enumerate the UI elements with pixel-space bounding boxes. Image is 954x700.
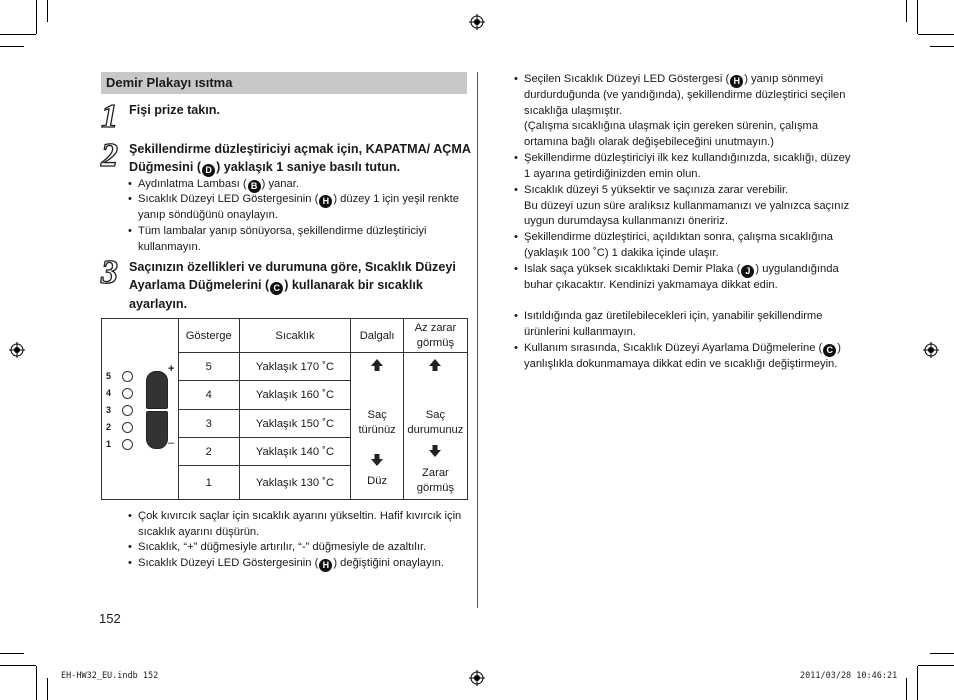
header-az-zarar: Az zarar görmüş xyxy=(403,319,467,353)
bottom-left-cell xyxy=(351,466,403,500)
list-item xyxy=(514,262,854,294)
bullet-text: Sıcaklık, “+” düğmesiyle artırılır, “-” düğmesiyle de azaltılır. xyxy=(138,541,427,553)
crop-mark xyxy=(0,653,24,654)
registration-mark xyxy=(469,14,485,30)
level-label: 3 xyxy=(106,405,112,415)
registration-mark xyxy=(9,342,25,358)
level-cell: 1 xyxy=(179,466,240,500)
footer-timestamp: 2011/03/28 10:46:21 xyxy=(800,671,898,681)
level-label: 4 xyxy=(106,388,112,398)
bullet-text: Kullanım sırasında, Sıcaklık Düzeyi Ayarlama Düğmelerine ( xyxy=(524,342,823,354)
arrow-up-cell xyxy=(403,353,467,381)
list-item xyxy=(514,230,854,261)
list-item xyxy=(128,224,473,255)
bullet-text-end: ) uygulandığında buhar çıkacaktır. Kendinizi yakmamaya dikkat edin. xyxy=(524,263,839,291)
bullet-text: Islak saça yüksek sıcaklıktaki Demir Plaka ( xyxy=(524,263,741,275)
list-item xyxy=(514,72,854,150)
crop-mark xyxy=(906,678,907,700)
step-2-text: Şekillendirme düzleştiriciyi açmak için, KAPATMA/ AÇMA Düğmesini ( xyxy=(129,142,471,174)
badge-icon: C xyxy=(270,282,283,295)
level-cell: 3 xyxy=(179,410,240,438)
level-label: 2 xyxy=(106,422,112,432)
temperature-up-button xyxy=(146,371,168,409)
bullet-text-end: ) düzey 1 için yeşil renkte yanıp söndüğünü onaylayın. xyxy=(138,193,459,221)
bullet-text-end: ) yanar. xyxy=(261,178,299,190)
badge-icon: H xyxy=(319,559,332,572)
crop-mark xyxy=(930,653,954,654)
crop-mark xyxy=(0,46,24,47)
temperature-down-button xyxy=(146,411,168,449)
plus-sign: + xyxy=(168,363,175,375)
list-item xyxy=(514,183,854,230)
level-cell: 5 xyxy=(179,353,240,381)
level-label: 1 xyxy=(106,439,112,449)
bullet-text: Şekillendirme düzleştiriciyi ilk kez kullandığınızda, sıcaklığı, düzey 1 ayarına getirdiğinizden emin olun. xyxy=(524,152,851,180)
bullet-text: Sıcaklık Düzeyi LED Göstergesinin ( xyxy=(138,557,319,569)
step-text xyxy=(129,101,469,119)
bullet-text: Çok kıvırcık saçlar için sıcaklık ayarını yükseltin. Hafif kıvırcık için sıcaklık ayarını düşürün. xyxy=(138,510,462,538)
section-title: Demir Plakayı ısıtma xyxy=(101,72,467,94)
step-3-text: Saçınızın özellikleri ve durumuna göre, Sıcaklık Düzeyi Ayarlama Düğmelerini ( xyxy=(129,260,456,292)
crop-mark xyxy=(36,666,37,700)
bullet-text: Tüm lambalar yanıp sönüyorsa, şekillendirme düzleştiriciyi kullanmayın. xyxy=(138,225,427,253)
crop-mark xyxy=(47,678,48,700)
bullet-text: Seçilen Sıcaklık Düzeyi LED Göstergesi ( xyxy=(524,73,730,85)
header-dalgali: Dalgalı xyxy=(351,319,403,353)
led-indicator xyxy=(122,371,133,382)
crop-mark xyxy=(906,0,907,22)
badge-icon: H xyxy=(730,75,743,88)
bullet-text-end: ) değiştiğini onaylayın. xyxy=(333,557,445,569)
mid-left-cell: Saç türünüz xyxy=(351,381,403,466)
bottom-left-label: Düz xyxy=(367,475,388,488)
arrow-up-icon xyxy=(428,358,442,372)
led-indicator xyxy=(122,422,133,433)
control-panel-diagram xyxy=(102,319,178,499)
bullet-note: Bu düzeyi uzun süre aralıksız kullanmamanızı ve yalnızca saçınız uygun durumdaysa kullanmanızı öneririz. xyxy=(524,199,850,228)
mid-right-cell: Saç durumunuz xyxy=(403,381,467,466)
column-divider xyxy=(477,72,478,608)
bullet-note: (Çalışma sıcaklığına ulaşmak için gereken sürenin, çalışma ortamına bağlı olarak değişebileceğini unutmayın.) xyxy=(524,120,819,148)
crop-mark xyxy=(918,34,954,35)
badge-icon: J xyxy=(741,265,754,278)
header-sicaklik: Sıcaklık xyxy=(239,319,351,353)
minus-sign: – xyxy=(168,437,175,449)
bottom-right-label: Zarar görmüş xyxy=(416,467,455,495)
crop-mark xyxy=(47,0,48,22)
step-number: 2 xyxy=(101,137,118,174)
control-panel-cell xyxy=(102,319,179,500)
crop-mark xyxy=(917,0,918,34)
bullet-text: Sıcaklık Düzeyi LED Göstergesinin ( xyxy=(138,193,319,205)
temperature-cell: Yaklaşık 130 ˚C xyxy=(239,466,351,500)
badge-icon: B xyxy=(248,180,261,193)
step-number: 1 xyxy=(101,98,118,135)
crop-mark xyxy=(36,0,37,34)
crop-mark xyxy=(0,34,36,35)
temperature-table xyxy=(101,318,468,500)
step-text xyxy=(129,258,464,313)
arrow-up-icon xyxy=(370,358,384,372)
step-3-text-end: ) kullanarak bir sıcaklık ayarlayın. xyxy=(129,278,423,311)
badge-icon: D xyxy=(202,164,215,177)
bottom-right-cell xyxy=(403,466,467,500)
list-item xyxy=(128,556,468,572)
registration-mark xyxy=(469,670,485,686)
list-item xyxy=(514,341,854,373)
bullet-text: Şekillendirme düzleştirici, açıldıktan sonra, çalışma sıcaklığına (yaklaşık 100 ˚C) 1 dakika içinde ulaşır. xyxy=(524,231,834,259)
page-number: 152 xyxy=(99,611,121,626)
level-label: 5 xyxy=(106,371,112,381)
arrow-down-icon xyxy=(406,444,465,466)
bullet-text: Isıtıldığında gaz üretilebilecekleri için, yanabilir şekillendirme ürünlerini kullanmayın. xyxy=(524,310,823,338)
badge-icon: H xyxy=(319,195,332,208)
temperature-cell: Yaklaşık 140 ˚C xyxy=(239,438,351,466)
level-cell: 2 xyxy=(179,438,240,466)
list-item xyxy=(128,540,468,556)
bullet-text-end: ) yanlışlıkla dokunmamaya dikkat edin ve sıcaklığı değiştirmeyin. xyxy=(524,342,841,370)
list-item xyxy=(514,309,854,340)
led-indicator xyxy=(122,439,133,450)
step-text xyxy=(129,140,474,177)
arrow-up-cell xyxy=(351,353,403,381)
temperature-cell: Yaklaşık 160 ˚C xyxy=(239,381,351,410)
level-cell: 4 xyxy=(179,381,240,410)
crop-mark xyxy=(917,666,918,700)
arrow-down-icon xyxy=(353,453,400,475)
registration-mark xyxy=(923,342,939,358)
step-2-text-end: ) yaklaşık 1 saniye basılı tutun. xyxy=(216,160,401,174)
list-item xyxy=(514,151,854,182)
led-indicator xyxy=(122,388,133,399)
crop-mark xyxy=(918,665,954,666)
led-indicator xyxy=(122,405,133,416)
crop-mark xyxy=(930,46,954,47)
header-gosterge: Gösterge xyxy=(179,319,240,353)
step-1-text: Fişi prize takın. xyxy=(129,103,220,117)
badge-icon: C xyxy=(823,344,836,357)
step-number: 3 xyxy=(101,254,118,291)
temperature-cell: Yaklaşık 170 ˚C xyxy=(239,353,351,381)
list-item xyxy=(128,192,473,224)
bullet-text: Aydınlatma Lambası ( xyxy=(138,178,247,190)
footer-file-info: EH-HW32_EU.indb 152 xyxy=(61,671,159,681)
crop-mark xyxy=(0,665,36,666)
bullet-text: Sıcaklık düzeyi 5 yüksektir ve saçınıza zarar verebilir. xyxy=(524,184,789,196)
list-item xyxy=(128,177,473,193)
temperature-cell: Yaklaşık 150 ˚C xyxy=(239,410,351,438)
bullet-text-end: ) yanıp sönmeyi durdurduğunda (ve yandığında), şekillendirme düzleştirici seçilen sıcaklığa ulaşmıştır. xyxy=(524,73,846,117)
list-item xyxy=(128,509,468,540)
